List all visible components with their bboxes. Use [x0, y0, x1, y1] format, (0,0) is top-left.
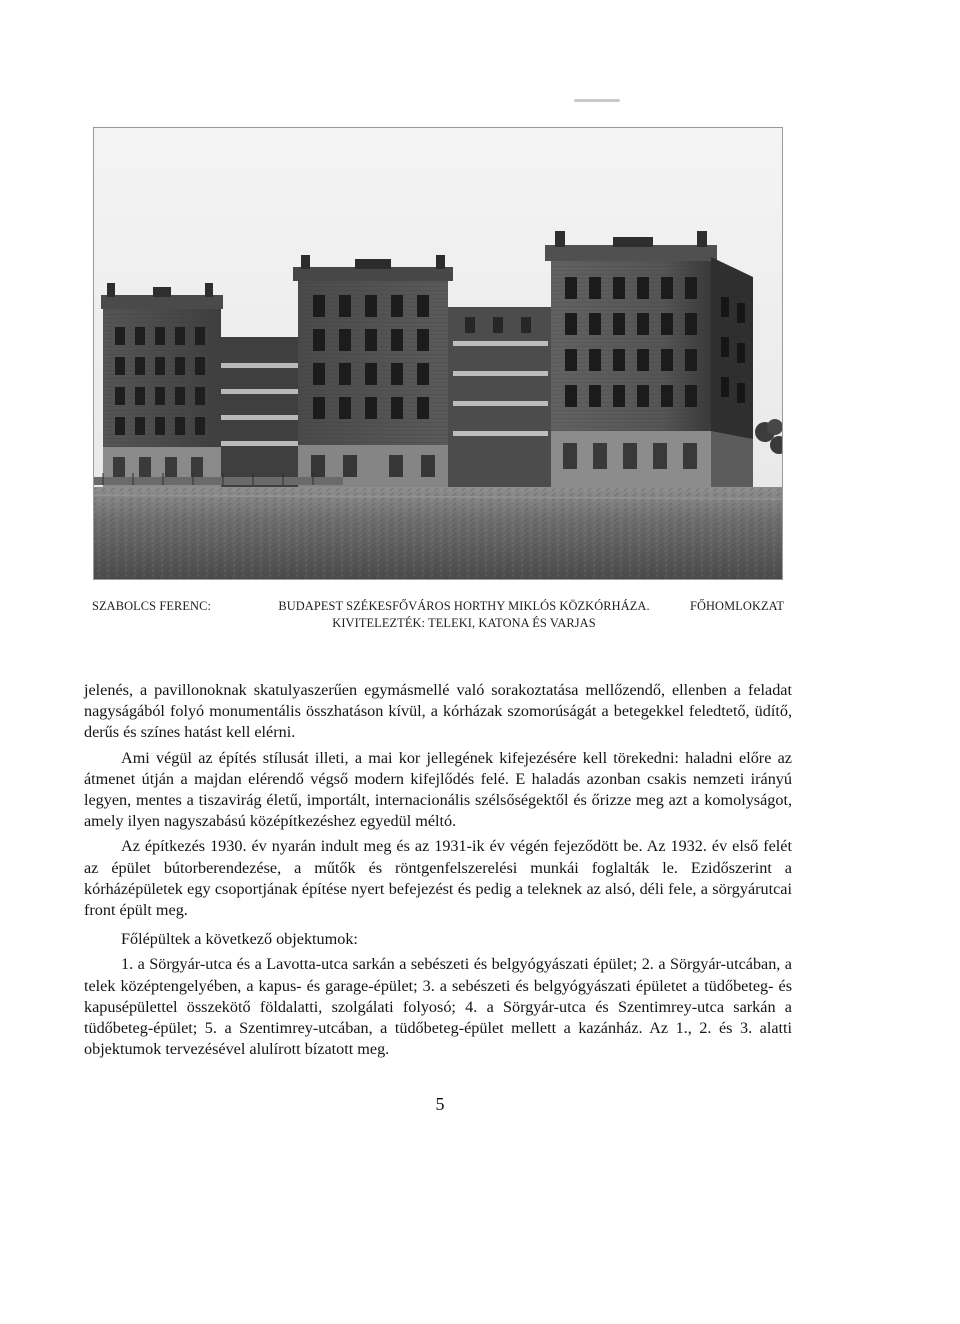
caption-credit-line: KIVITELEZTÉK: TELEKI, KATONA ÉS VARJAS	[332, 616, 596, 630]
paragraph: jelenés, a pavillonoknak skatulyaszerűen egymásmellé való sorakoztatása mellőzendő, ellenben a feladat nagyságából folyó monumentális összhatáson kívül, a kórházak szomorúságát a betegekkel feledtető, üdítő, derűs és színes hatást kell elérni.	[84, 681, 792, 742]
caption-view: FŐHOMLOKZAT	[689, 599, 784, 613]
caption-title	[262, 598, 666, 632]
caption-author: SZABOLCS FERENC:	[92, 599, 211, 613]
caption-title-line: BUDAPEST SZÉKESFŐVÁROS HORTHY MIKLÓS KÖZKÓRHÁZA.	[278, 599, 650, 613]
paragraph: Ami végül az építés stílusát illeti, a mai kor jellegének kifejezésére kell törekedni: haladni előre az átmenet útján a majdan elérendő végső modern kifejlődés felé. E haladás azonban csakis nemzeti irányú legyen, mentes a tiszavirág életű, importált, internacionális szélsőségektől és őrizze meg azt a komolyságot, amely ilyen nagyszabású középítkezéshez egyedül méltó.	[84, 748, 792, 831]
paragraph: Az építkezés 1930. év nyarán indult meg és az 1931-ik év végén fejeződött be. Az 1932. év első felét az épület bútorberendezése, a műtők és röntgenfelszerelési munkái foglalták le. Ezidőszerint a kórházépületek egy csoportjának építése nyert befejezést és pedig a teleknek az alsó, déli fele, a sörgyárutcai front épült meg.	[84, 837, 792, 920]
page-number: 5	[435, 1094, 445, 1114]
hospital-building-photo	[93, 127, 783, 580]
article-body	[84, 680, 792, 1060]
scan-mark	[574, 99, 620, 102]
paragraph: Főlépültek a következő objektumok:	[121, 930, 358, 949]
paragraph: 1. a Sörgyár-utca és a Lavotta-utca sarkán a sebészeti és belgyógyászati épület; 2. a Sörgyár-utcában, a telek középtengelyében, a kapus- és garage-épület; 3. a sebészeti és belgyógyászati épületet a tüdőbeteg- és kapusépülettel összekötő földalatti, szolgálati folyosó; 4. a Sörgyár-utca és Szentimrey-utca sarkán a tüdőbeteg-épület; 5. a Szentimrey-utcában, a tüdőbeteg-épület mellett a kazánház. Az 1., 2. és 3. alatti objektumok tervezésével alulírott bízatott meg.	[84, 955, 792, 1059]
